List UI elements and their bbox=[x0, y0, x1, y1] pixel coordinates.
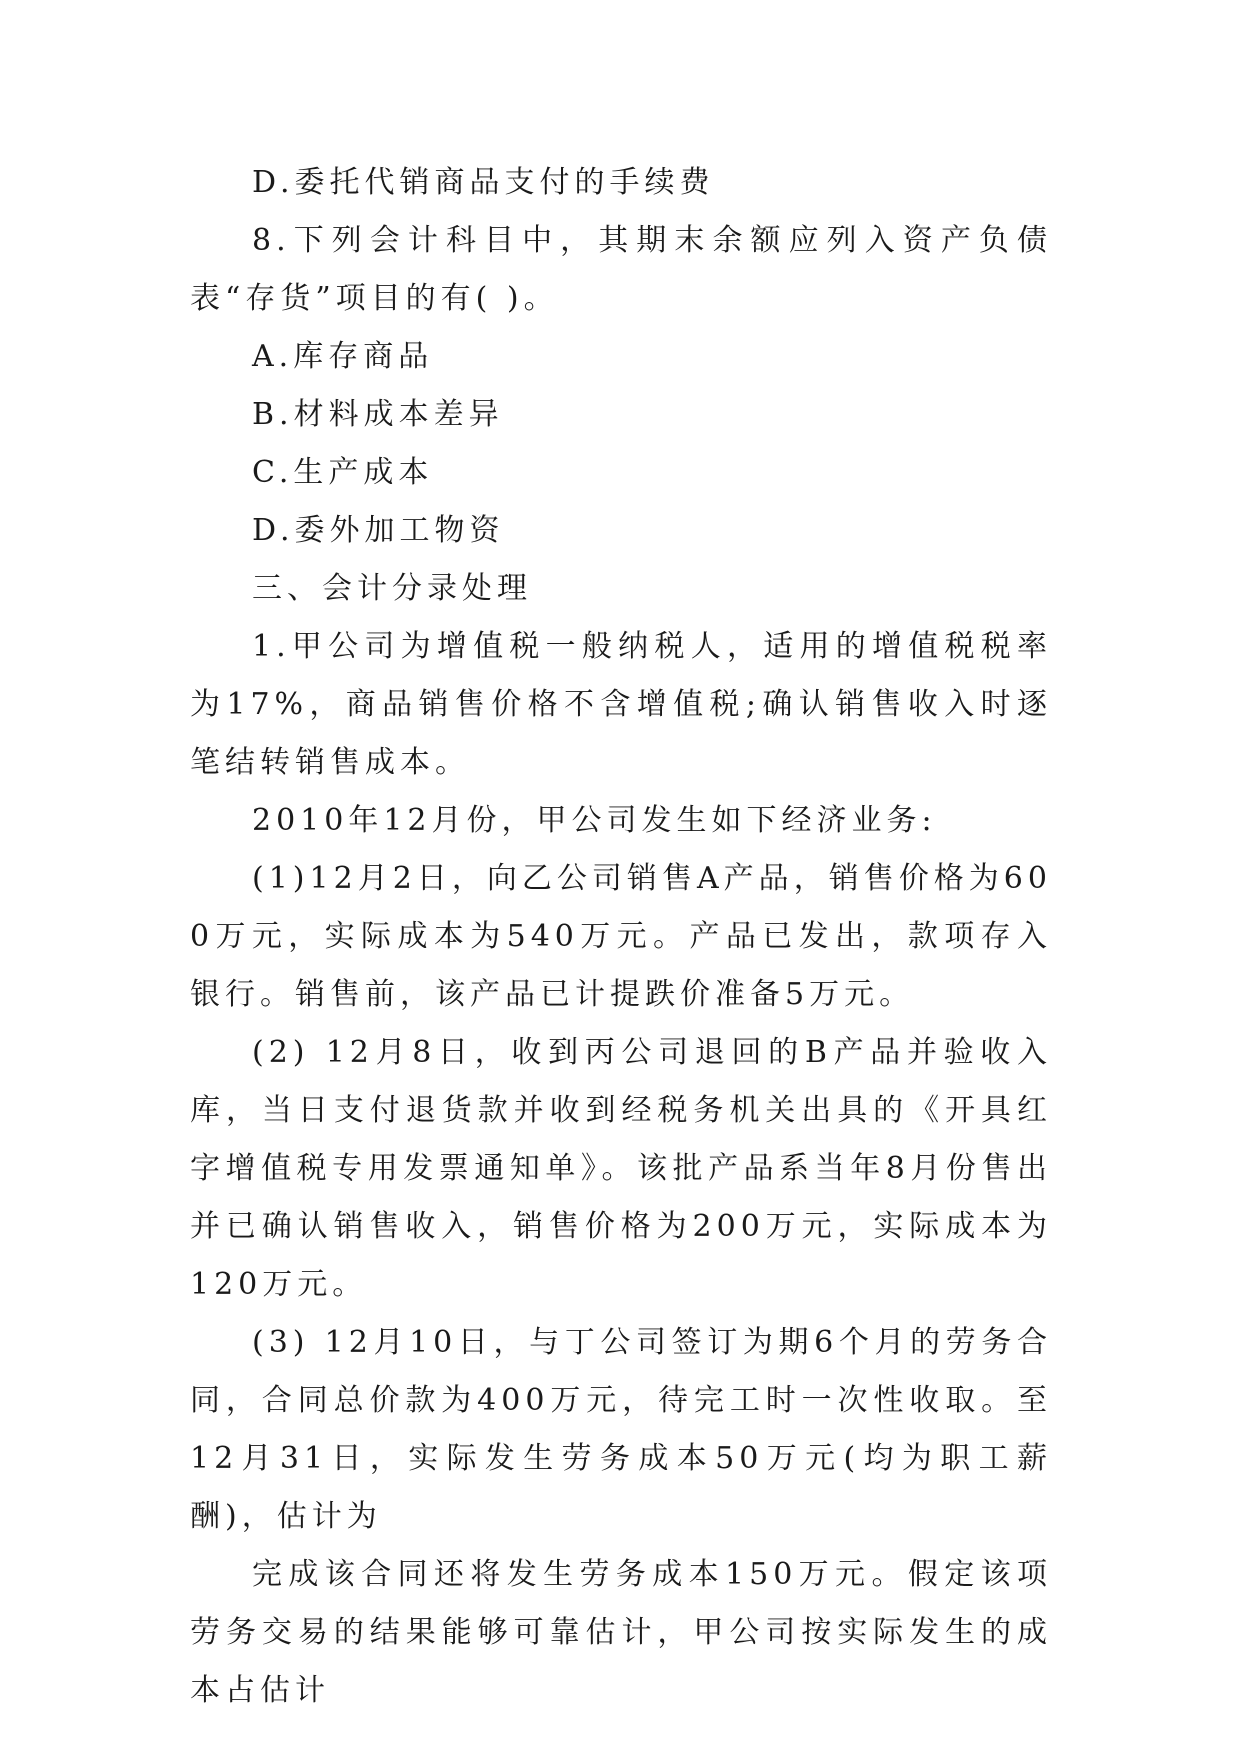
transaction-1: (1)12月2日，向乙公司销售A产品，销售价格为600万元，实际成本为540万元。产品已发出，款项存入银行。销售前，该产品已计提跌价准备5万元。 bbox=[190, 861, 1052, 1012]
document-body bbox=[190, 154, 1052, 1720]
option-c-production-cost: C.生产成本 bbox=[252, 455, 434, 490]
transaction-3: (3) 12月10日，与丁公司签订为期6个月的劳务合同，合同总价款为400万元，待完工时一次性收取。至12月31日，实际发生劳务成本50万元(均为职工薪酬)，估计为 bbox=[190, 1325, 1052, 1534]
option-b-material-cost-variance: B.材料成本差异 bbox=[252, 397, 504, 432]
problem-1-period: 2010年12月份，甲公司发生如下经济业务: bbox=[252, 803, 937, 838]
question-8: 8.下列会计科目中，其期末余额应列入资产负债表“存货”项目的有( )。 bbox=[190, 223, 1052, 316]
transaction-3-continued: 完成该合同还将发生劳务成本150万元。假定该项劳务交易的结果能够可靠估计，甲公司按实际发生的成本占估计 bbox=[190, 1557, 1052, 1708]
option-a-inventory-goods: A.库存商品 bbox=[252, 339, 434, 374]
problem-1-intro: 1.甲公司为增值税一般纳税人，适用的增值税税率为17%，商品销售价格不含增值税;确认销售收入时逐笔结转销售成本。 bbox=[190, 629, 1052, 780]
section-heading: 三、会计分录处理 bbox=[252, 571, 532, 606]
option-d-outsourced-materials: D.委外加工物资 bbox=[252, 513, 505, 548]
option-d-commission-fee: D.委托代销商品支付的手续费 bbox=[252, 165, 715, 200]
transaction-2: (2) 12月8日，收到丙公司退回的B产品并验收入库，当日支付退货款并收到经税务机关出具的《开具红字增值税专用发票通知单》。该批产品系当年8月份售出并已确认销售收入，销售价格为200万元，实际成本为120万元。 bbox=[190, 1035, 1052, 1302]
